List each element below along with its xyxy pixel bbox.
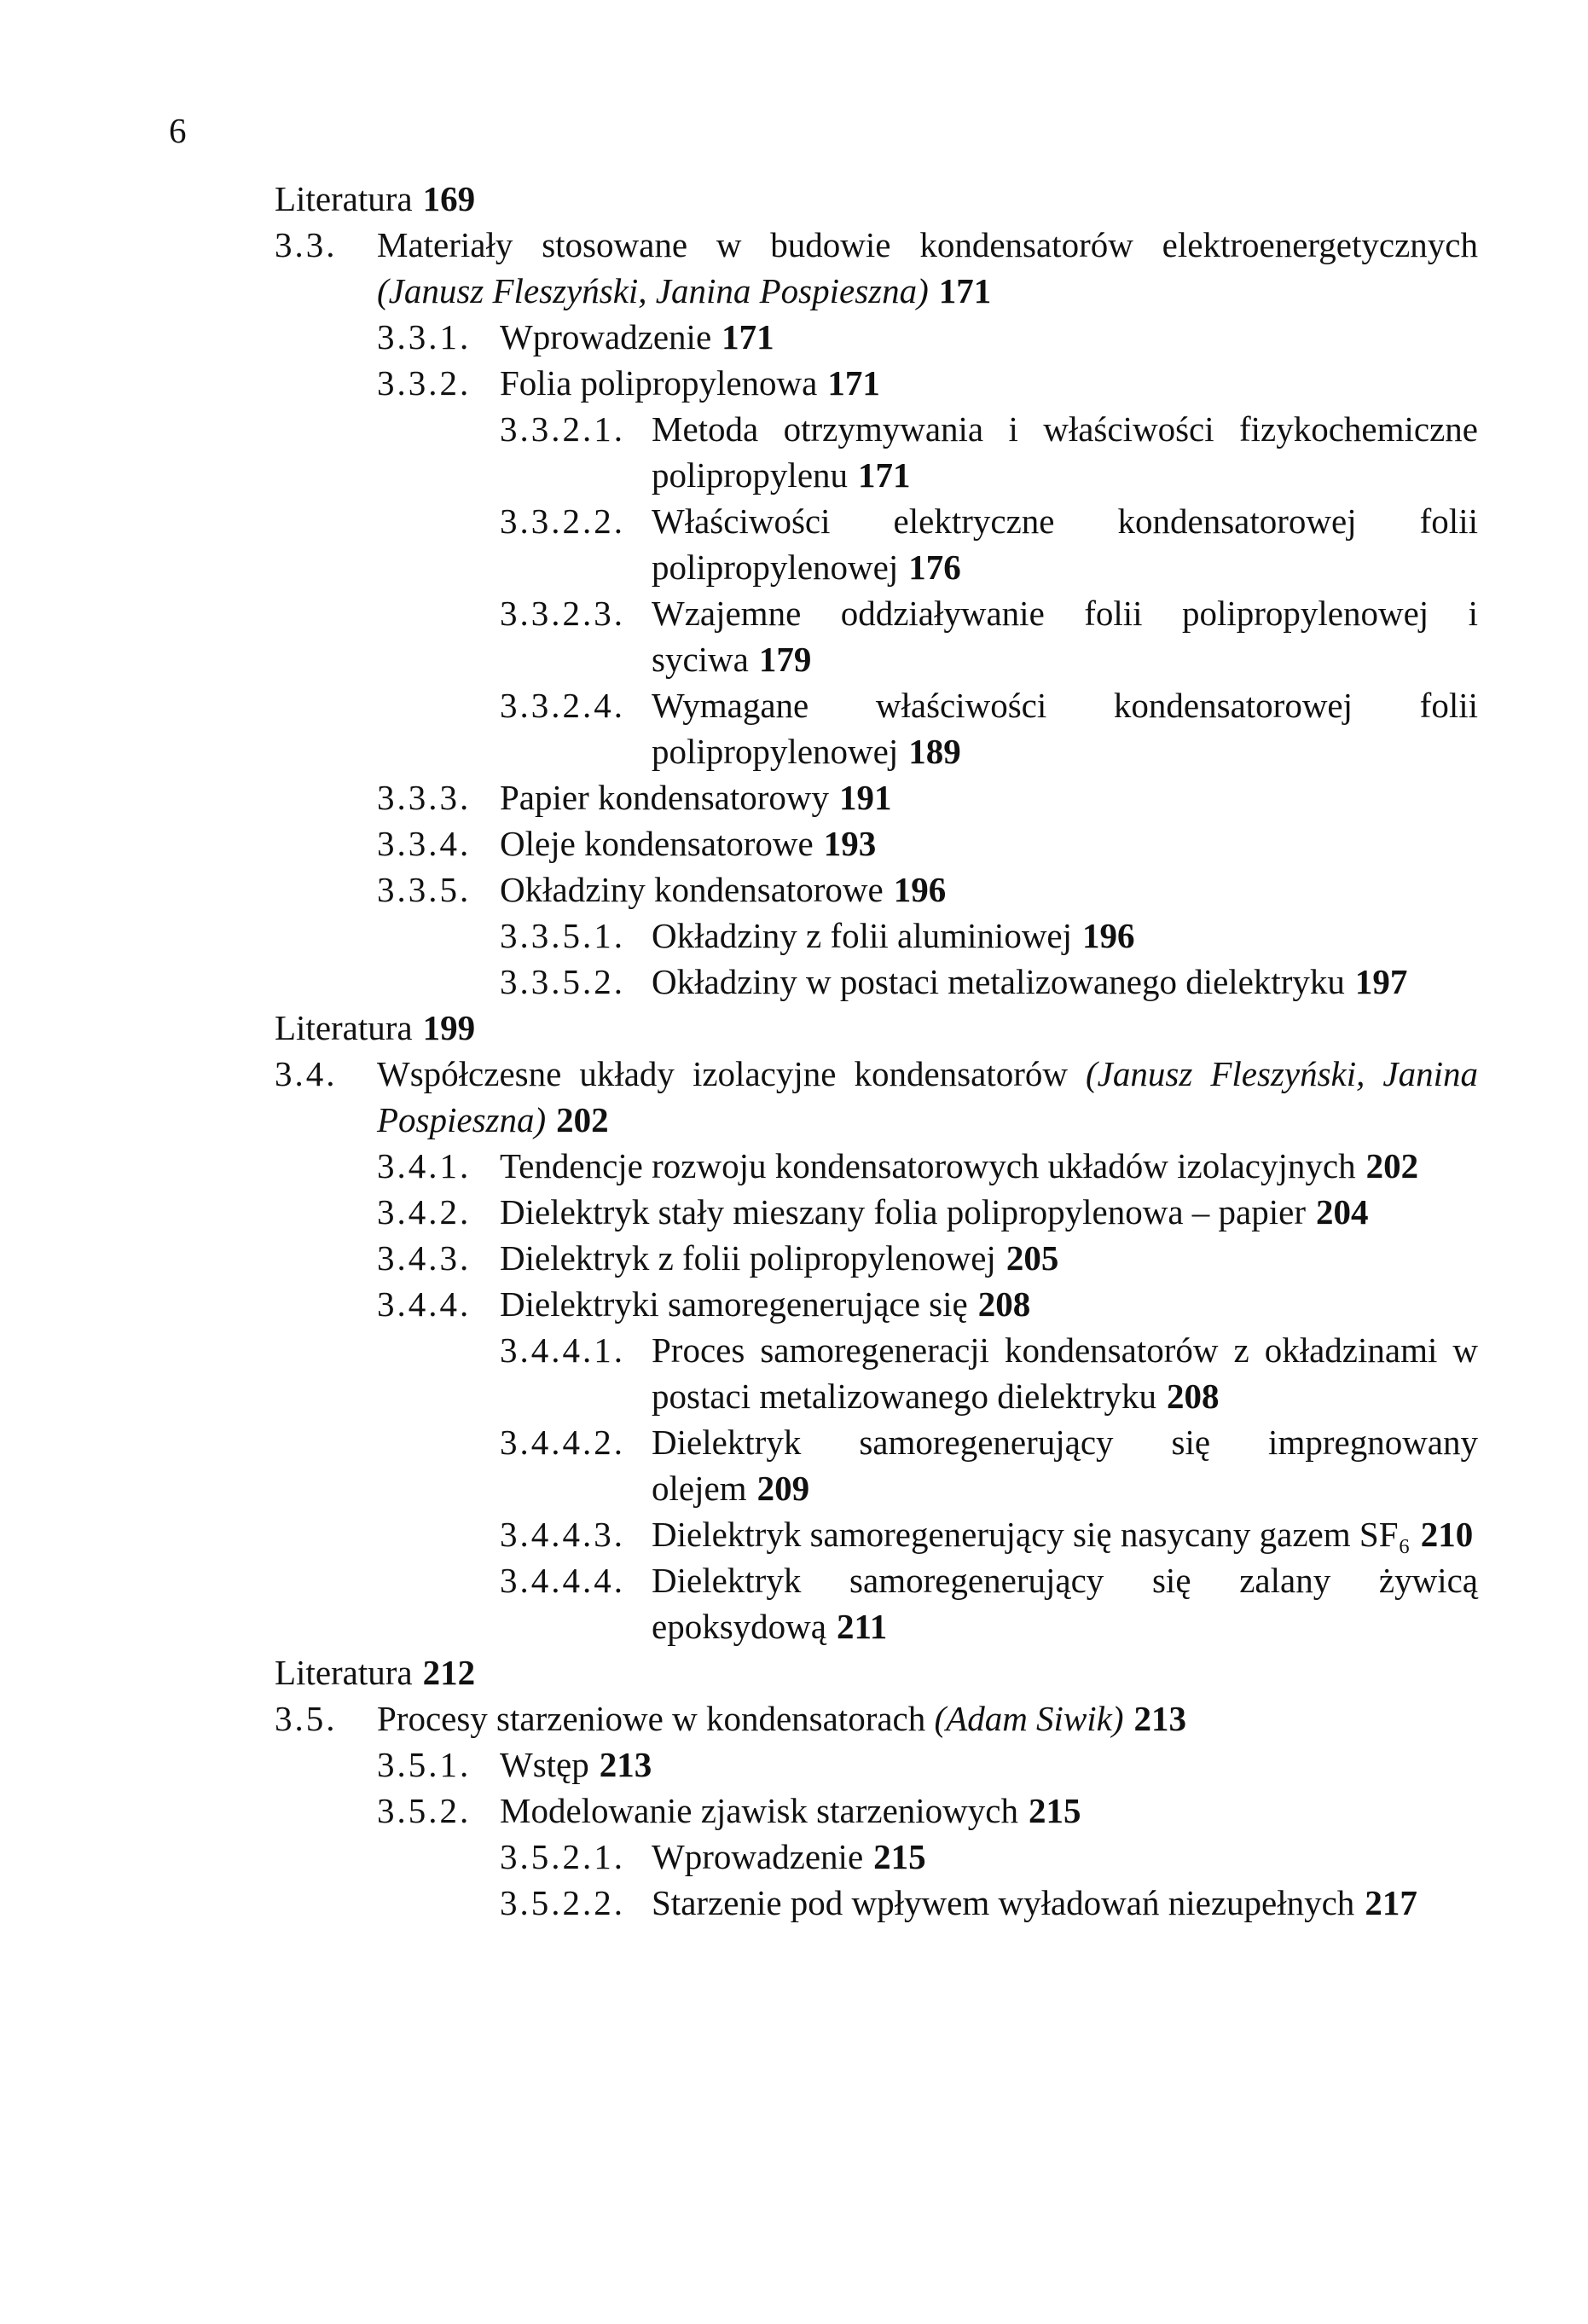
toc-entry-page: 211 <box>836 1607 888 1646</box>
toc-entry-page: 171 <box>858 455 911 495</box>
toc-entry-page: 176 <box>908 548 961 587</box>
toc-entry-page: 171 <box>827 363 880 403</box>
toc-entry-page: 204 <box>1316 1192 1369 1232</box>
toc-entry-number: 3.3.5.2. <box>500 962 625 1001</box>
toc-entry-title: Wzajemne oddziaływanie folii polipropylenowej i syciwa <box>652 594 1478 679</box>
toc-entry-number: 3.5.2.2. <box>500 1883 625 1922</box>
toc-entry-title: Materiały stosowane w budowie kondensatorów elektroenergetycznych <box>377 225 1478 264</box>
toc-entry-authors: (Adam Siwik) <box>934 1699 1124 1738</box>
toc-entry <box>275 682 1478 774</box>
toc-entry-number: 3.4.4. <box>377 1284 472 1324</box>
toc-literature-entry <box>275 1005 1478 1051</box>
toc-entry-title: Tendencje rozwoju kondensatorowych układów izolacyjnych <box>500 1146 1356 1185</box>
toc-entry-text <box>275 1005 1478 1051</box>
toc-entry-authors: (Janusz Fleszyński, Janina Pospieszna) <box>377 271 929 310</box>
toc-entry-number: 3.4.4.4. <box>500 1561 625 1600</box>
toc-entry-page: 197 <box>1354 962 1408 1001</box>
toc-entry-title: Metoda otrzymywania i właściwości fizykochemiczne polipropylenu <box>652 409 1478 495</box>
toc-entry-title: Właściwości elektryczne kondensatorowej folii polipropylenowej <box>652 501 1478 587</box>
toc-entry-number: 3.4.4.3. <box>500 1515 625 1554</box>
toc-entry-number: 3.4.3. <box>377 1238 472 1278</box>
toc-entry-page: 179 <box>758 640 812 679</box>
toc-entry-text <box>500 1143 1478 1189</box>
toc-entry <box>275 1834 1478 1880</box>
toc-entry-page: 208 <box>977 1284 1031 1324</box>
toc-entry-text <box>652 1834 1478 1880</box>
toc-entry-text <box>377 1051 1478 1143</box>
toc-entry-text <box>652 913 1478 959</box>
toc-entry-title: Okładziny w postaci metalizowanego dielektryku <box>652 962 1345 1001</box>
toc-entry-text <box>500 1788 1478 1834</box>
toc-entry-authors: (Janusz Fleszyński, Janina Pospieszna) <box>377 1054 1479 1139</box>
toc-entry-page: 215 <box>1028 1791 1081 1830</box>
toc-entry-page: 215 <box>873 1837 926 1876</box>
toc-entry-text <box>652 1557 1478 1649</box>
page-number: 6 <box>169 111 187 150</box>
toc-entry-number: 3.5.2. <box>377 1791 472 1830</box>
toc-entry <box>275 820 1478 866</box>
toc-entry-number: 3.3.5. <box>377 870 472 909</box>
toc-entry-title: Wprowadzenie <box>652 1837 864 1876</box>
toc-entry-text <box>652 590 1478 682</box>
toc-entry <box>275 1281 1478 1327</box>
toc-entry-title: Dielektryki samoregenerujące się <box>500 1284 968 1324</box>
toc-entry-number: 3.4.2. <box>377 1192 472 1232</box>
toc-entry-text <box>500 314 1478 360</box>
toc-entry-text <box>652 1419 1478 1511</box>
toc-entry-title: Literatura <box>275 1653 413 1692</box>
toc-entry <box>275 1327 1478 1419</box>
toc-entry-page: 202 <box>1365 1146 1419 1185</box>
toc-entry-number: 3.5.1. <box>377 1745 472 1784</box>
toc-entry <box>275 406 1478 498</box>
toc-entry-text <box>500 1281 1478 1327</box>
toc-entry-number: 3.3. <box>275 225 338 264</box>
toc-entry-title: Modelowanie zjawisk starzeniowych <box>500 1791 1018 1830</box>
toc-entry-title: Dielektryk samoregenerujący się zalany żywicą epoksydową <box>652 1561 1478 1646</box>
toc-entry-number: 3.3.1. <box>377 317 472 356</box>
toc-entry <box>275 1051 1478 1143</box>
toc-entry-title: Dielektryk stały mieszany folia polipropylenowa – papier <box>500 1192 1307 1232</box>
toc-literature-entry <box>275 176 1478 222</box>
toc-entry-number: 3.5. <box>275 1699 338 1738</box>
toc-entry-number: 3.3.3. <box>377 778 472 817</box>
toc-entry-text <box>652 1327 1478 1419</box>
toc-entry-number: 3.3.2. <box>377 363 472 403</box>
toc-entry-title: Wprowadzenie <box>500 317 712 356</box>
toc-entry-text <box>377 1695 1478 1742</box>
toc-entry-text <box>275 1649 1478 1695</box>
toc-entry-title: Wymagane właściwości kondensatorowej folii polipropylenowej <box>652 686 1478 771</box>
toc-entry-page: 210 <box>1420 1515 1474 1554</box>
toc-entry-text <box>500 1742 1478 1788</box>
toc-entry-title: Folia polipropylenowa <box>500 363 818 403</box>
toc-entry <box>275 360 1478 406</box>
toc-entry <box>275 1189 1478 1235</box>
toc-entry-number: 3.4. <box>275 1054 338 1093</box>
toc-entry-text <box>652 406 1478 498</box>
toc-entry-page: 213 <box>599 1745 652 1784</box>
toc-entry-text <box>652 1880 1478 1926</box>
toc-entry-page: 171 <box>722 317 774 356</box>
toc-entry-title: Wstęp <box>500 1745 589 1784</box>
toc-entry <box>275 959 1478 1005</box>
toc-entry <box>275 1235 1478 1281</box>
toc-entry <box>275 1511 1478 1557</box>
toc-entry <box>275 1742 1478 1788</box>
toc-entry-number: 3.3.2.3. <box>500 594 625 633</box>
toc-entry-text <box>652 498 1478 590</box>
toc-entry-text <box>500 1235 1478 1281</box>
toc-entry <box>275 222 1478 314</box>
toc-entry-title: Dielektryk samoregenerujący się impregnowany olejem <box>652 1423 1478 1508</box>
toc-entry-page: 202 <box>556 1100 609 1139</box>
toc-entry-title: Procesy starzeniowe w kondensatorach <box>377 1699 926 1738</box>
toc-entry-text <box>652 959 1478 1005</box>
toc-entry-number: 3.4.4.2. <box>500 1423 625 1462</box>
toc-entry-text <box>500 866 1478 913</box>
toc-entry-text <box>652 682 1478 774</box>
table-of-contents <box>275 176 1478 1926</box>
toc-entry <box>275 590 1478 682</box>
toc-entry-title: Literatura <box>275 1008 413 1047</box>
toc-entry-text <box>500 360 1478 406</box>
toc-entry-title: Proces samoregeneracji kondensatorów z okładzinami w postaci metalizowanego dielektryku <box>652 1330 1478 1416</box>
toc-entry-page: 196 <box>893 870 947 909</box>
toc-entry-number: 3.4.1. <box>377 1146 472 1185</box>
toc-entry-text <box>500 774 1478 820</box>
toc-entry-text <box>652 1511 1478 1557</box>
toc-entry <box>275 913 1478 959</box>
toc-entry-title: Dielektryk z folii polipropylenowej <box>500 1238 996 1278</box>
toc-entry-number: 3.4.4.1. <box>500 1330 625 1370</box>
toc-entry-page: 199 <box>422 1008 476 1047</box>
toc-entry-page: 196 <box>1082 916 1135 955</box>
toc-entry-page: 191 <box>839 778 892 817</box>
toc-entry <box>275 498 1478 590</box>
toc-entry-page: 212 <box>422 1653 476 1692</box>
toc-entry <box>275 1419 1478 1511</box>
toc-entry-title: Oleje kondensatorowe <box>500 824 814 863</box>
toc-entry-number: 3.3.2.2. <box>500 501 625 541</box>
toc-entry-title: Dielektryk samoregenerujący się nasycany gazem SF₆ <box>652 1515 1411 1554</box>
toc-entry <box>275 1788 1478 1834</box>
toc-entry-page: 205 <box>1006 1238 1059 1278</box>
toc-entry-number: 3.3.2.1. <box>500 409 625 449</box>
toc-entry-page: 209 <box>756 1469 810 1508</box>
toc-entry-page: 208 <box>1167 1376 1220 1416</box>
toc-entry-title: Okładziny kondensatorowe <box>500 870 884 909</box>
toc-entry <box>275 774 1478 820</box>
toc-entry-text <box>500 820 1478 866</box>
toc-entry-number: 3.3.4. <box>377 824 472 863</box>
toc-literature-entry <box>275 1649 1478 1695</box>
toc-entry-text <box>275 176 1478 222</box>
toc-entry-page: 189 <box>908 732 961 771</box>
toc-entry-text <box>500 1189 1478 1235</box>
toc-entry-title: Papier kondensatorowy <box>500 778 829 817</box>
toc-entry-page: 171 <box>938 271 992 310</box>
toc-entry-title: Współczesne układy izolacyjne kondensatorów <box>377 1054 1068 1093</box>
toc-entry <box>275 1695 1478 1742</box>
toc-entry-page: 213 <box>1133 1699 1187 1738</box>
toc-entry-title: Starzenie pod wpływem wyładowań niezupełnych <box>652 1883 1355 1922</box>
toc-entry-text <box>377 222 1478 314</box>
toc-entry <box>275 1143 1478 1189</box>
toc-entry <box>275 866 1478 913</box>
toc-entry <box>275 1880 1478 1926</box>
toc-entry <box>275 1557 1478 1649</box>
toc-entry-number: 3.5.2.1. <box>500 1837 625 1876</box>
toc-entry-page: 217 <box>1365 1883 1417 1922</box>
toc-entry <box>275 314 1478 360</box>
toc-entry-title: Literatura <box>275 179 413 218</box>
toc-entry-title: Okładziny z folii aluminiowej <box>652 916 1073 955</box>
toc-entry-page: 169 <box>422 179 476 218</box>
toc-entry-page: 193 <box>823 824 877 863</box>
toc-entry-number: 3.3.2.4. <box>500 686 625 725</box>
toc-entry-number: 3.3.5.1. <box>500 916 625 955</box>
